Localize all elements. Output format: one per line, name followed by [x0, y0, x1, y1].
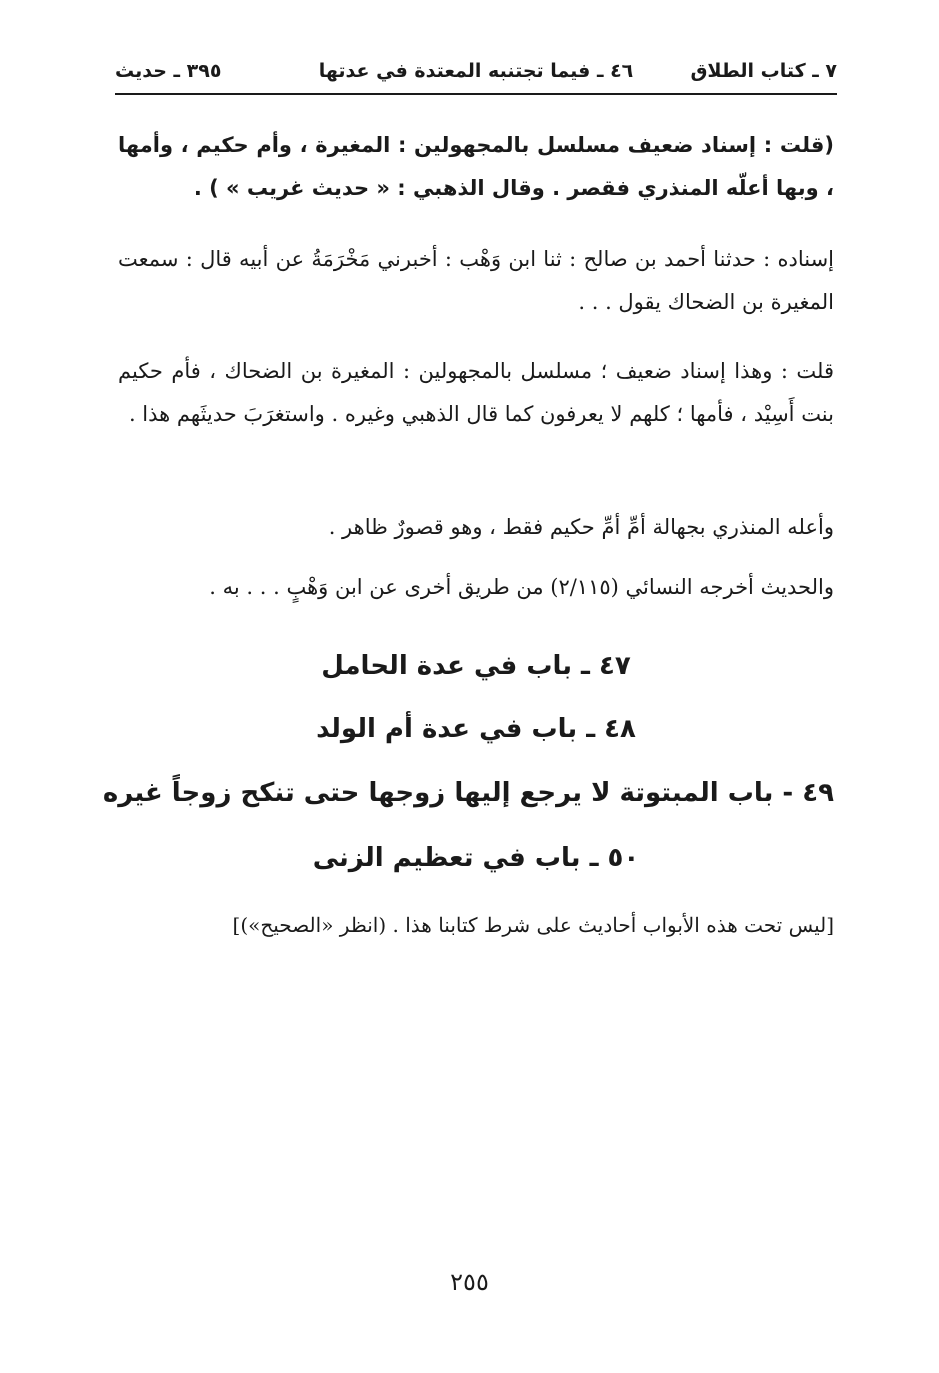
takhrij-paragraph: والحديث أخرجه النسائي (٢/١١٥) من طريق أخرى عن ابن وَهْبٍ . . . به . [209, 575, 834, 599]
chapter-heading-50: ٥٠ ـ باب في تعظيم الزنى [312, 843, 640, 873]
chapter-heading-49: ٤٩ - باب المبتوتة لا يرجع إليها زوجها حتى تنكح زوجاً غيره [102, 778, 834, 808]
mundhiri-paragraph: وأعله المنذري بجهالة أمِّ أمِّ حكيم فقط ، وهو قصورٌ ظاهر . [328, 515, 834, 539]
header-hadith-number: ٣٩٥ ـ حديث [115, 60, 222, 82]
page-number: ٢٥٥ [450, 1268, 489, 1296]
isnad-paragraph: إسناده : حدثنا أحمد بن صالح : ثنا ابن وَهْب : أخبرني مَخْرَمَةُ عن أبيه قال : سمعت المغيرة بن الضحاك يقول . . . [118, 247, 834, 314]
grading-paragraph: (قلت : إسناد ضعيف مسلسل بالمجهولين : المغيرة ، وأم حكيم ، وأمها ، وبها أعلّه المنذري فقصر . وقال الذهبي : « حديث غريب » ) . [118, 133, 834, 200]
header-rule [115, 93, 837, 95]
chapter-heading-47: ٤٧ ـ باب في عدة الحامل [321, 651, 631, 681]
running-header [115, 56, 837, 90]
commentary-paragraph: قلت : وهذا إسناد ضعيف ؛ مسلسل بالمجهولين : المغيرة بن الضحاك ، فأم حكيم بنت أَسِيْد ، فأمها ؛ كلهم لا يعرفون كما قال الذهبي وغيره . واستغرَبَ حديثَهم هذا . [118, 359, 834, 426]
editorial-note: [ليس تحت هذه الأبواب أحاديث على شرط كتابنا هذا . (انظر «الصحيح»)] [232, 913, 834, 937]
chapter-heading-48: ٤٨ ـ باب في عدة أم الولد [316, 714, 636, 744]
header-chapter-title: ٤٦ ـ فيما تجتنبه المعتدة في عدتها [318, 60, 634, 82]
header-book-title: ٧ ـ كتاب الطلاق [690, 60, 837, 82]
